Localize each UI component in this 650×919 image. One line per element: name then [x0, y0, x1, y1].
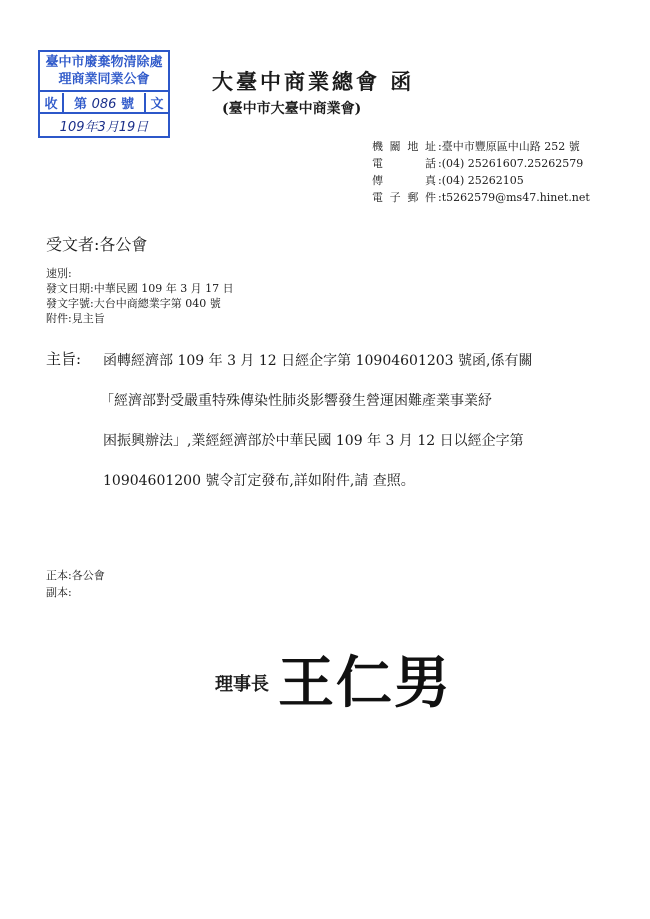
main-recipients: 正本:各公會 [46, 569, 105, 582]
stamp-number-prefix: 第 [74, 96, 88, 112]
recipient-value: 各公會 [99, 235, 148, 254]
address-value: 臺中市豐原區中山路 252 號 [441, 140, 580, 153]
fax-label: 傳真 [372, 174, 436, 187]
attachment-line: 附件:見主旨 [46, 312, 105, 325]
subject-line-4: 10904601200 號令訂定發布,詳如附件,請 查照。 [103, 473, 415, 489]
fax-value: (04) 25262105 [441, 174, 524, 187]
address-label: 機關地址 [372, 140, 436, 153]
recipient-line: 受文者:各公會 [46, 235, 148, 254]
cc-recipients: 副本: [46, 586, 72, 599]
subject-line-2: 「經濟部對受嚴重特殊傳染性肺炎影響發生營運困難產業事業紓 [100, 393, 492, 409]
stamp-date: 109年3月19日 [59, 119, 149, 135]
fax-line: 傳真 : (04) 25262105 [372, 174, 524, 187]
email-value: t5262579@ms47.hinet.net [441, 191, 590, 204]
receipt-stamp [38, 50, 170, 138]
signature-name-text: 王仁男 [278, 651, 452, 716]
doc-number-line: 發文字號:大台中商總業字第 040 號 [46, 297, 221, 310]
document-subtitle: (臺中市大臺中商業會) [222, 101, 362, 117]
stamp-org-name: 臺中市廢棄物清除處理商業同業公會 [40, 52, 168, 92]
stamp-number-suffix: 號 [120, 96, 134, 112]
stamp-number: 086 [91, 96, 117, 112]
email-label: 電子郵件 [372, 191, 436, 204]
contact-block [372, 138, 590, 206]
copies-block [46, 567, 105, 601]
stamp-number-cell [64, 93, 144, 112]
speed-line: 速別: [46, 267, 72, 280]
document-title: 大臺中商業總會 函 [212, 69, 415, 94]
recipient-label: 受文者 [46, 235, 95, 254]
signature-name [278, 640, 478, 720]
subject-line-3: 困振興辦法」,業經經濟部於中華民國 109 年 3 月 12 日以經企字第 [103, 433, 524, 449]
stamp-doc-char: 文 [144, 93, 168, 112]
issue-date-line: 發文日期:中華民國 109 年 3 月 17 日 [46, 282, 234, 295]
document-meta [46, 266, 234, 326]
address-line: 機關地址 : 臺中市豐原區中山路 252 號 [372, 140, 580, 153]
signature-title: 理事長 [215, 674, 269, 695]
email-line: 電子郵件 : t5262579@ms47.hinet.net [372, 191, 590, 204]
phone-value: (04) 25261607.25262579 [441, 157, 584, 170]
subject-line-1: 函轉經濟部 109 年 3 月 12 日經企字第 10904601203 號函,係有關 [103, 353, 533, 369]
phone-label: 電話 [372, 157, 436, 170]
phone-line: 電話 : (04) 25261607.25262579 [372, 157, 584, 170]
subject-label: 主旨: [46, 350, 82, 368]
stamp-number-row [40, 92, 168, 114]
stamp-receive-char: 收 [40, 93, 64, 112]
